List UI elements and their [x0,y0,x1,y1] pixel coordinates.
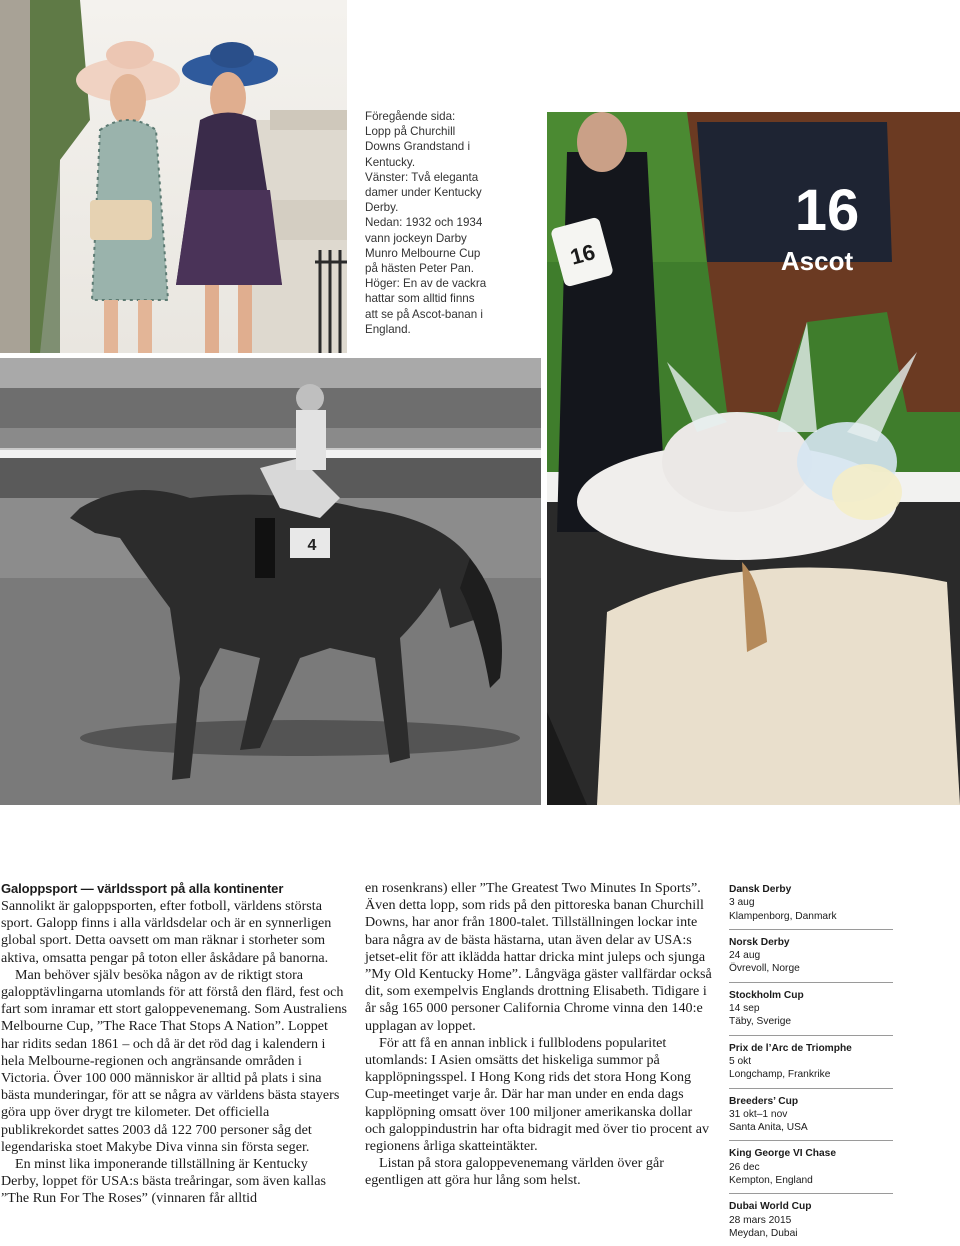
race-place: Meydan, Dubai [729,1227,798,1239]
article-paragraph: För att få en annan inblick i fullblodens popularitet utomlands: I Asien omsätts det hiskeliga summor på kapplöpningsspel. I Hong Kong rids det stora Hong Kong Cup-meetinget varje år. Där har man under en enda dags kapplöpning omsatt över 100 miljoner amerikanska dollar och galoppindustrin har ofta bidragit med över tio procent av regionens årliga skatteintäkter. [365,1034,710,1155]
race-name: Stockholm Cup [729,989,804,1001]
race-date: 5 okt [729,1055,752,1067]
article-paragraph: en rosenkrans) eller ”The Greatest Two Minutes In Sports”. Även detta lopp, som rids på den pittoreska banan Churchill Downs, har anor från 1800-talet. Tillställningen lockar inte bara några av de bästa hästarna, utan även delar av USA:s jetset-elit för att iklädda hattar dricka mint juleps och sjunga ”My Old Kentucky Home”. Långväga gäster vallfärdar också dit, som exempelvis Englands drottning Elisabeth. Tidigare i år såg 165 000 personer California Chrome vinna den 140:e upplagan av loppet. [365,880,712,1034]
saddle-number-label: 4 [307,537,317,554]
race-entry [729,1095,893,1142]
race-place: Kempton, England [729,1175,813,1187]
race-place: Klampenborg, Danmark [729,910,837,922]
caption-line: Kentucky. [365,155,416,169]
caption-line: Munro Melbourne Cup [365,246,481,260]
article-paragraph: Sannolikt är galoppsporten, efter fotboll, världens största sport. Galopp finns i alla världsdelar och är en synnerligen global sport. Detta oavsett om man räknar i storheter som aktiva, omsatta pengar på toton eller åskådare på banorna. [1,898,332,966]
race-entry [729,1200,893,1246]
armband-label: 16 [567,239,598,270]
caption-line: Lopp på Churchill [365,125,456,139]
caption-line: Vänster: Två eleganta [365,170,479,184]
caption-line: England. [365,322,411,336]
race-place: Longchamp, Frankrike [729,1069,831,1081]
race-place: Täby, Sverige [729,1016,792,1028]
race-place: Santa Anita, USA [729,1122,808,1134]
race-date: 3 aug [729,897,755,909]
photo-caption [365,109,525,337]
article-paragraph: Man behöver själv besöka någon av de riktigt stora galopptävlingarna utomlands för att förstå den flärd, fest och fart som inramar ett stort galoppevenemang. Som Australiens Melbourne Cup, ”The Race That Stops A Nation”. Loppet har ridits sedan 1861 – och då är det röd dag i kalendern i hela Melbourne-regionen och angränsande områden i Victoria. Över 100 000 människor är alltid på plats i sina bästa munderingar, för att se några av världens bästa stayers göra upp över drygt tre kilometer. Det officiella publikrekordet sattes 2003 då 122 700 personer såg det legendariska stoet Makybe Diva vinna sin första seger. [1,966,347,1155]
article-heading: Galoppsport — världssport på alla kontinenter [1,881,284,896]
caption-line: vann jockeyn Darby [365,231,467,245]
race-date: 24 aug [729,950,761,962]
photo-woman-in-hat-ascot [547,112,960,805]
race-name: Prix de l’Arc de Triomphe [729,1042,852,1054]
photo-jockey-on-horse [0,358,541,805]
race-name: Dansk Derby [729,884,792,895]
race-place: Övrevoll, Norge [729,963,800,975]
sponsor-label: Ascot [780,246,854,276]
race-date: 28 mars 2015 [729,1214,792,1226]
race-entry [729,989,893,1036]
article-paragraph: En minst lika imponerande tillställning är Kentucky Derby, loppet för USA:s bästa treåringar, som även kallas ”The Run For The Roses” (vinnaren får alltid [1,1156,326,1207]
race-name: King George VI Chase [729,1148,836,1160]
race-name: Dubai World Cup [729,1201,812,1213]
caption-line: Föregående sida: [365,110,456,123]
race-date: 14 sep [729,1003,760,1015]
race-date: 31 okt–1 nov [729,1108,788,1120]
race-entry [729,1147,893,1194]
race-calendar [729,883,893,1246]
article-paragraph: Listan på stora galoppevenemang världen över går egentligen att göra hur lång som helst. [365,1155,664,1189]
caption-line: Derby. [365,201,399,215]
caption-line: på hästen Peter Pan. [365,262,474,276]
photo-two-ladies-in-hats [0,0,347,353]
race-entry [729,936,893,983]
caption-line: Nedan: 1932 och 1934 [365,216,483,230]
article-column-2 [365,880,713,1190]
caption-line: hattar som alltid finns [365,292,475,306]
article-column-1 [1,880,349,1208]
race-entry [729,883,893,930]
number-cloth-label: 16 [794,178,860,243]
caption-line: att se på Ascot-banan i [365,307,483,321]
race-name: Breeders’ Cup [729,1095,799,1107]
caption-line: Downs Grandstand i [365,140,471,154]
caption-line: Höger: En av de vackra [365,277,487,291]
race-date: 26 dec [729,1161,760,1173]
race-name: Norsk Derby [729,936,790,948]
caption-line: damer under Kentucky [365,186,482,200]
race-entry [729,1042,893,1089]
